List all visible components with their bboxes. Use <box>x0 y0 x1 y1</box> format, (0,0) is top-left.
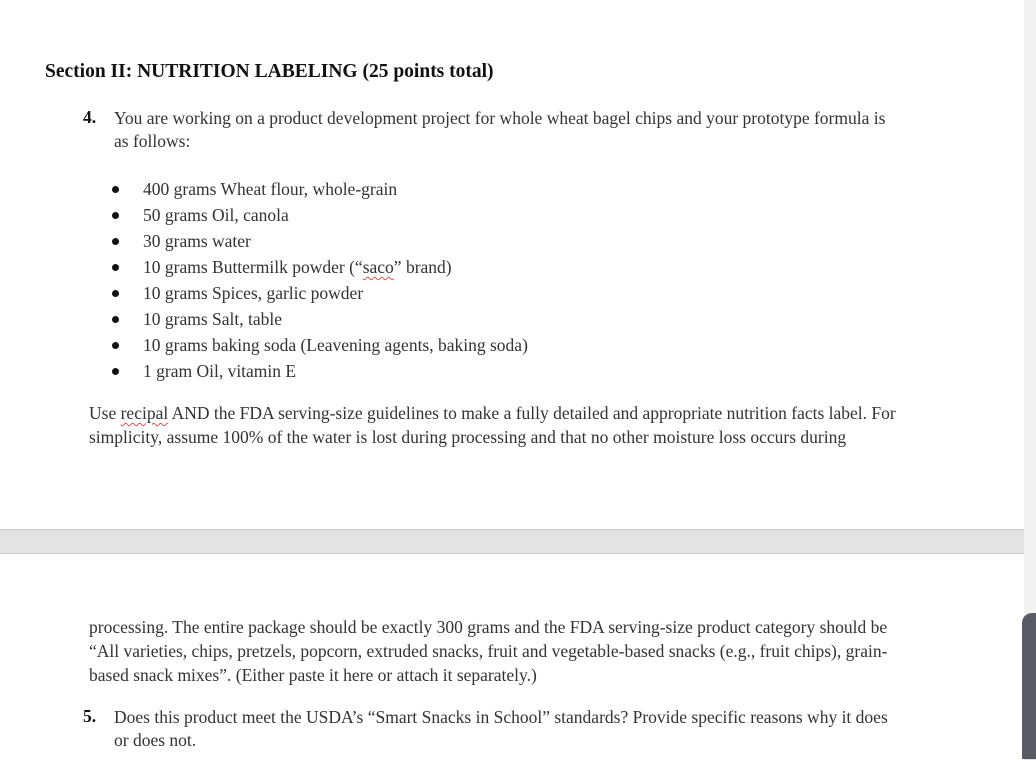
ingredient-item: 400 grams Wheat flour, whole-grain <box>110 176 528 202</box>
question-5-line-1: Does this product meet the USDA’s “Smart Snacks in School” standards? Provide specific reasons why it does <box>114 707 888 727</box>
bullet-icon <box>112 186 119 193</box>
document-page-2 <box>0 553 1024 760</box>
question-4-number: 4. <box>83 107 97 127</box>
ingredient-item: 30 grams water <box>110 228 528 254</box>
spellcheck-word: recipal <box>120 403 169 423</box>
instructions-continued: processing. The entire package should be exactly 300 grams and the FDA serving-size product category should be “All varieties, chips, pretzels, popcorn, extruded snacks, fruit and vegetable-based snacks (e.g., fruit chips), grain- based snack mixes”. (Either paste it here or attach it separately.) <box>89 617 888 685</box>
ingredient-item: 50 grams Oil, canola <box>110 202 528 228</box>
section-title: Section II: NUTRITION LABELING (25 points total) <box>45 61 494 82</box>
ingredient-list <box>110 176 528 384</box>
bullet-icon <box>112 368 119 375</box>
question-5-line-2: or does not. <box>114 730 197 750</box>
question-4-line-2: as follows: <box>114 131 191 151</box>
scrollbar-thumb[interactable] <box>1022 613 1036 759</box>
ingredient-item: 10 grams Buttermilk powder (“saco” brand) <box>110 254 528 280</box>
question-4-line-1: You are working on a product development project for whole wheat bagel chips and your prototype formula is <box>114 108 886 128</box>
bullet-icon <box>112 316 119 323</box>
question-5-number: 5. <box>83 706 97 726</box>
instructions-paragraph: Use recipal AND the FDA serving-size guidelines to make a fully detailed and appropriate nutrition facts label. For simplicity, assume 100% of the water is lost during processing and that no other moisture loss occurs during <box>89 403 896 447</box>
bullet-icon <box>112 238 119 245</box>
ingredient-item: 1 gram Oil, vitamin E <box>110 358 528 384</box>
bullet-icon <box>112 212 119 219</box>
bullet-icon <box>112 264 119 271</box>
ingredient-item: 10 grams Spices, garlic powder <box>110 280 528 306</box>
bullet-icon <box>112 290 119 297</box>
ingredient-item: 10 grams Salt, table <box>110 306 528 332</box>
spellcheck-word: saco <box>362 257 394 277</box>
bullet-icon <box>112 342 119 349</box>
ingredient-item: 10 grams baking soda (Leavening agents, baking soda) <box>110 332 528 358</box>
